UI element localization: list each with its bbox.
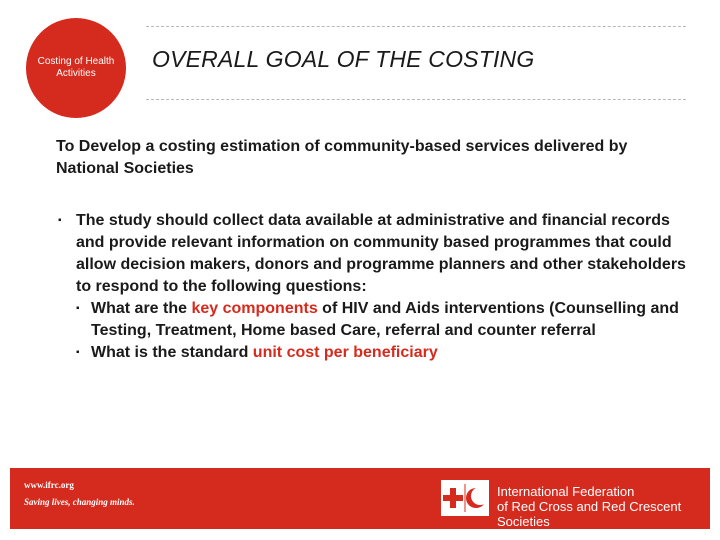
sub-bullet-text (91, 298, 686, 342)
sub-bullet-item (76, 298, 686, 342)
organization-name-line: International Federation (497, 484, 635, 499)
header-divider (146, 99, 686, 100)
sub-bullet-text (91, 342, 686, 364)
bullet-item (58, 210, 686, 364)
highlight-text: key components (191, 300, 318, 317)
intro-text: To Develop a costing estimation of community-based services delivered by National Societies (56, 138, 628, 177)
slide-title: OVERALL GOAL OF THE COSTING (152, 46, 535, 72)
top-divider (146, 26, 686, 27)
sub-bullet-text-part: What is the standard (91, 344, 253, 361)
highlight-text: unit cost per beneficiary (252, 344, 438, 361)
red-cross-crescent-logo-icon (441, 480, 489, 516)
slogan-text: Saving lives, changing minds. (24, 497, 135, 507)
square-bullet-icon: ▪ (58, 215, 62, 226)
website-link[interactable]: www.ifrc.org (24, 480, 74, 490)
footer-banner (10, 468, 710, 529)
square-bullet-icon: ▪ (76, 347, 80, 358)
sub-bullet-text-part: of HIV and Aids interventions (Counselling and Testing, Treatment, Home based Care, referral and counter referral (91, 300, 679, 339)
sub-bullet-item (76, 342, 686, 364)
bullet-text: The study should collect data available at administrative and financial records and provide relevant information on community based programmes that could allow decision makers, donors and programme planners and other stakeholders to respond to the following questions: (76, 212, 686, 295)
sub-bullet-text-part: What are the (91, 300, 192, 317)
organization-name (497, 484, 710, 529)
topic-badge-text: Costing of Health Activities (37, 56, 115, 79)
topic-badge (26, 18, 126, 118)
square-bullet-icon: ▪ (76, 303, 80, 314)
organization-name-line: of Red Cross and Red Crescent Societies (497, 499, 682, 529)
